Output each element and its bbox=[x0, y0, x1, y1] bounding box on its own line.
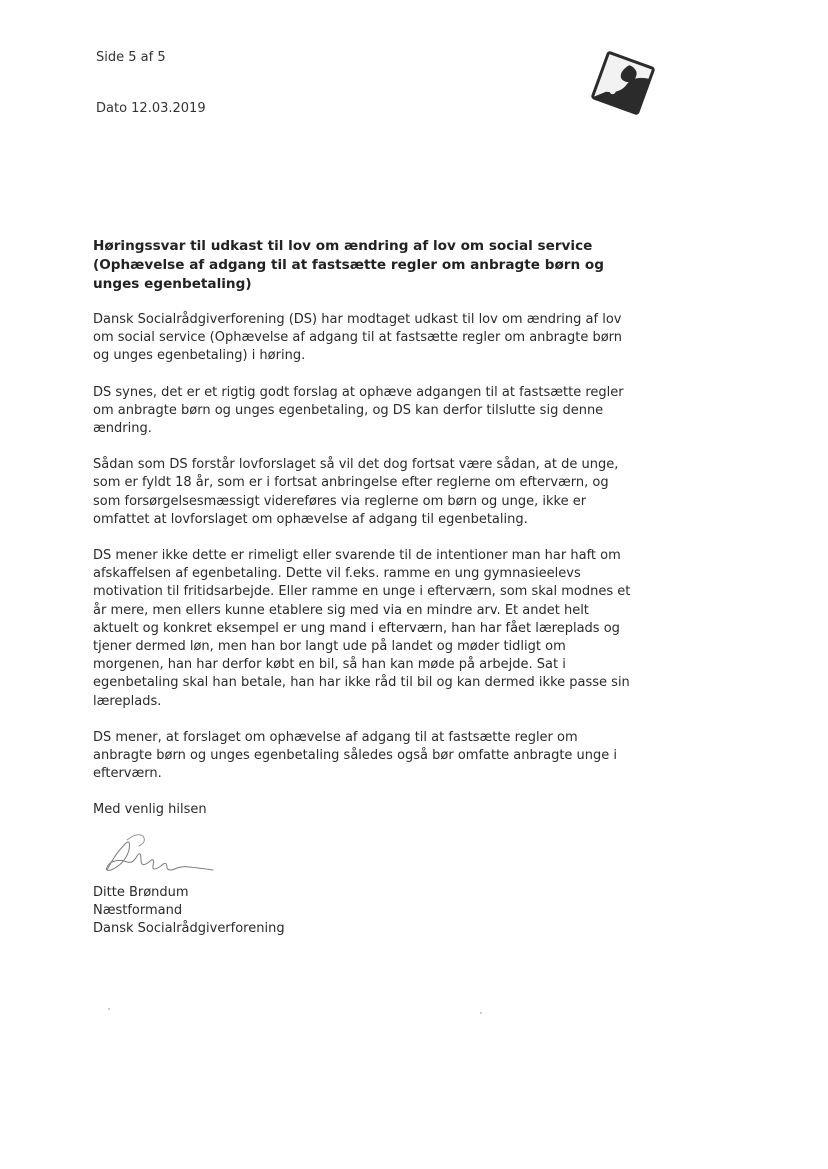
paragraph-support: DS synes, det er et rigtig godt forslag at ophæve adgangen til at fastsætte regler om anbragte børn og unges egenbetaling, og DS kan derfor tilslutte sig denne ændring. bbox=[93, 384, 624, 437]
letter-date: Dato 12.03.2019 bbox=[96, 101, 206, 116]
paragraph-objection: DS mener ikke dette er rimeligt eller svarende til de intentioner man har haft om afskaffelsen af egenbetaling. Dette vil f.eks. ramme en ung gymnasieelevs motivation til fritidsarbejde. Eller ramme en unge i efterværn, som skal modnes et år mere, men ellers kunne etablere sig med via en mindre arv. Et andet helt aktuelt og konkret eksempel er ung mand i efterværn, han har fået læreplads og tjener dermed løn, men han bor langt ude på landet og møder tidligt om morgenen, han har derfor købt en bil, så han kan møde på arbejde. Sat i egenbetaling skal han betale, han har ikke råd til bil og kan dermed ikke passe sin læreplads. bbox=[93, 548, 631, 709]
scan-speck bbox=[480, 1012, 482, 1014]
paragraph-conclusion: DS mener, at forslaget om ophævelse af adgang til at fastsætte regler om anbragte børn og unges egenbetaling således også bør omfatte anbragte unge i efterværn. bbox=[93, 729, 618, 782]
page-number: Side 5 af 5 bbox=[96, 50, 166, 65]
scan-speck bbox=[108, 1008, 110, 1010]
handwritten-signature bbox=[97, 824, 217, 884]
signer-name: Ditte Brøndum bbox=[93, 884, 189, 900]
ds-logo-icon bbox=[590, 50, 656, 116]
paragraph-intro: Dansk Socialrådgiverforening (DS) har modtaget udkast til lov om ændring af lov om social service (Ophævelse af adgang til at fastsætte regler om anbragte børn og unges egenbetaling) i høring. bbox=[93, 312, 623, 364]
paragraph-understanding: Sådan som DS forstår lovforslaget så vil det dog fortsat være sådan, at de unge, som er fyldt 18 år, som er i fortsat anbringelse efter reglerne om efterværn, og som forsørgelsesmæssigt videreføres via reglerne om børn og unge, ikke er omfattet at lovforslaget om ophævelse af adgang til egenbetaling. bbox=[93, 457, 619, 527]
signer-organization: Dansk Socialrådgiverforening bbox=[93, 920, 285, 936]
closing-greeting: Med venlig hilsen bbox=[93, 802, 207, 818]
letter-title: Høringssvar til udkast til lov om ændring af lov om social service (Ophævelse af adgang til at fastsætte regler om anbragte børn og unges egenbetaling) bbox=[93, 238, 604, 292]
letter-body bbox=[93, 237, 633, 938]
signer-title: Næstformand bbox=[93, 902, 183, 918]
